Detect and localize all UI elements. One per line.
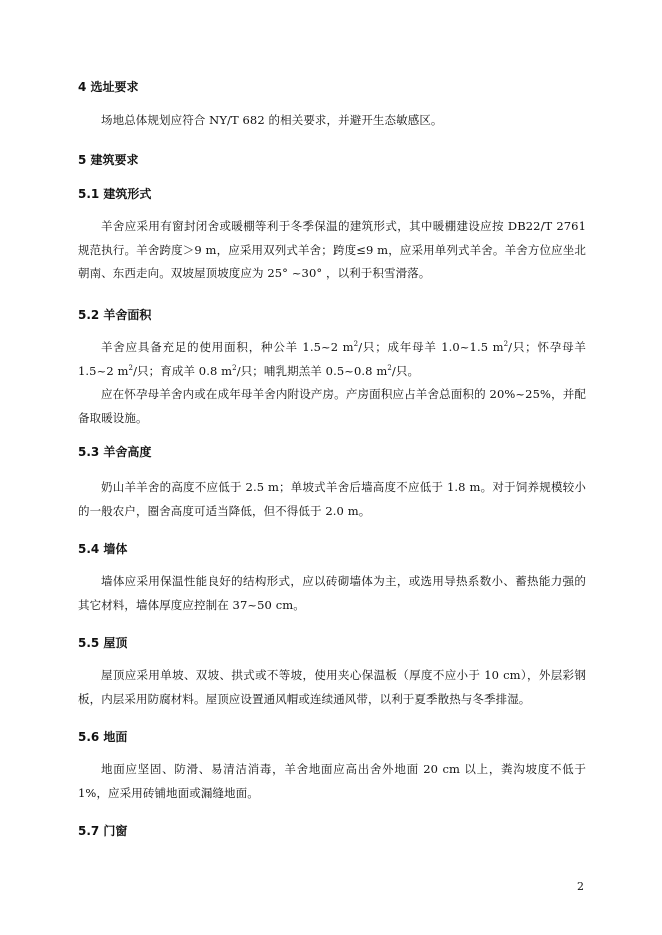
heading-5-1: 5.1 建筑形式 <box>78 187 152 201</box>
superscript: 2 <box>387 363 392 372</box>
superscript: 2 <box>232 363 237 372</box>
heading-5-3: 5.3 羊舍高度 <box>78 445 152 459</box>
page-number: 2 <box>577 880 584 893</box>
text-segment: /只；育成羊 0.8 m <box>133 363 233 378</box>
heading-5-4: 5.4 墙体 <box>78 542 128 556</box>
text-segment: /只；哺乳期羔羊 0.5~0.8 m <box>236 363 388 378</box>
text-segment: 羊舍应具备充足的使用面积，种公羊 1.5~2 m <box>101 340 354 354</box>
superscript: 2 <box>128 363 134 372</box>
text-segment: /只；成年母羊 1.0~1.5 m <box>358 340 504 354</box>
paragraph-5-1: 羊舍应采用有窗封闭舍或暖棚等利于冬季保温的建筑形式，其中暖棚建设应按 DB22/T 2761 规范执行。羊舍跨度＞9 m，应采用双列式羊舍；跨度≤9 m，应采用单列式羊舍。羊舍方位应坐北朝南、东西走向。双坡屋顶坡度应为 25° ~30° ，以利于积雪滑落。 <box>78 219 586 280</box>
heading-5-7: 5.7 门窗 <box>78 824 128 838</box>
paragraph-5-5: 屋顶应采用单坡、双坡、拱式或不等坡，使用夹心保温板（厚度不应小于 10 cm），外层彩钢板，内层采用防腐材料。屋顶应设置通风帽或连续通风带，以利于夏季散热与冬季排湿。 <box>78 668 586 706</box>
heading-5-6: 5.6 地面 <box>78 730 128 744</box>
paragraph-5-3: 奶山羊羊舍的高度不应低于 2.5 m；单坡式羊舍后墙高度不应低于 1.8 m。对于饲养规模较小的一般农户，圈舍高度可适当降低，但不得低于 2.0 m。 <box>78 480 586 518</box>
superscript: 2 <box>503 340 509 349</box>
paragraph-4: 场地总体规划应符合 NY/T 682 的相关要求，并避开生态敏感区。 <box>101 113 443 127</box>
paragraph-5-2-room: 应在怀孕母羊舍内或在成年母羊舍内附设产房。产房面积应占羊舍总面积的 20%~25%，并配备取暖设施。 <box>78 387 586 425</box>
paragraph-5-6: 地面应坚固、防滑、易清洁消毒，羊舍地面应高出舍外地面 20 cm 以上，粪沟坡度不低于 1%，应采用砖铺地面或漏缝地面。 <box>78 762 586 800</box>
paragraph-5-4: 墙体应采用保温性能良好的结构形式，应以砖砌墙体为主，或选用导热系数小、蓄热能力强的其它材料，墙体厚度应控制在 37~50 cm。 <box>78 574 586 612</box>
text-segment: /只。 <box>391 363 420 378</box>
superscript: 2 <box>353 340 359 349</box>
paragraph-5-2-area <box>78 336 586 383</box>
heading-5-5: 5.5 屋顶 <box>78 636 128 650</box>
heading-5: 5 建筑要求 <box>78 153 139 167</box>
heading-5-2: 5.2 羊舍面积 <box>78 308 152 322</box>
text-segment: /只；怀孕母羊 1.5~2 m <box>78 340 586 378</box>
heading-4: 4 选址要求 <box>78 80 139 94</box>
